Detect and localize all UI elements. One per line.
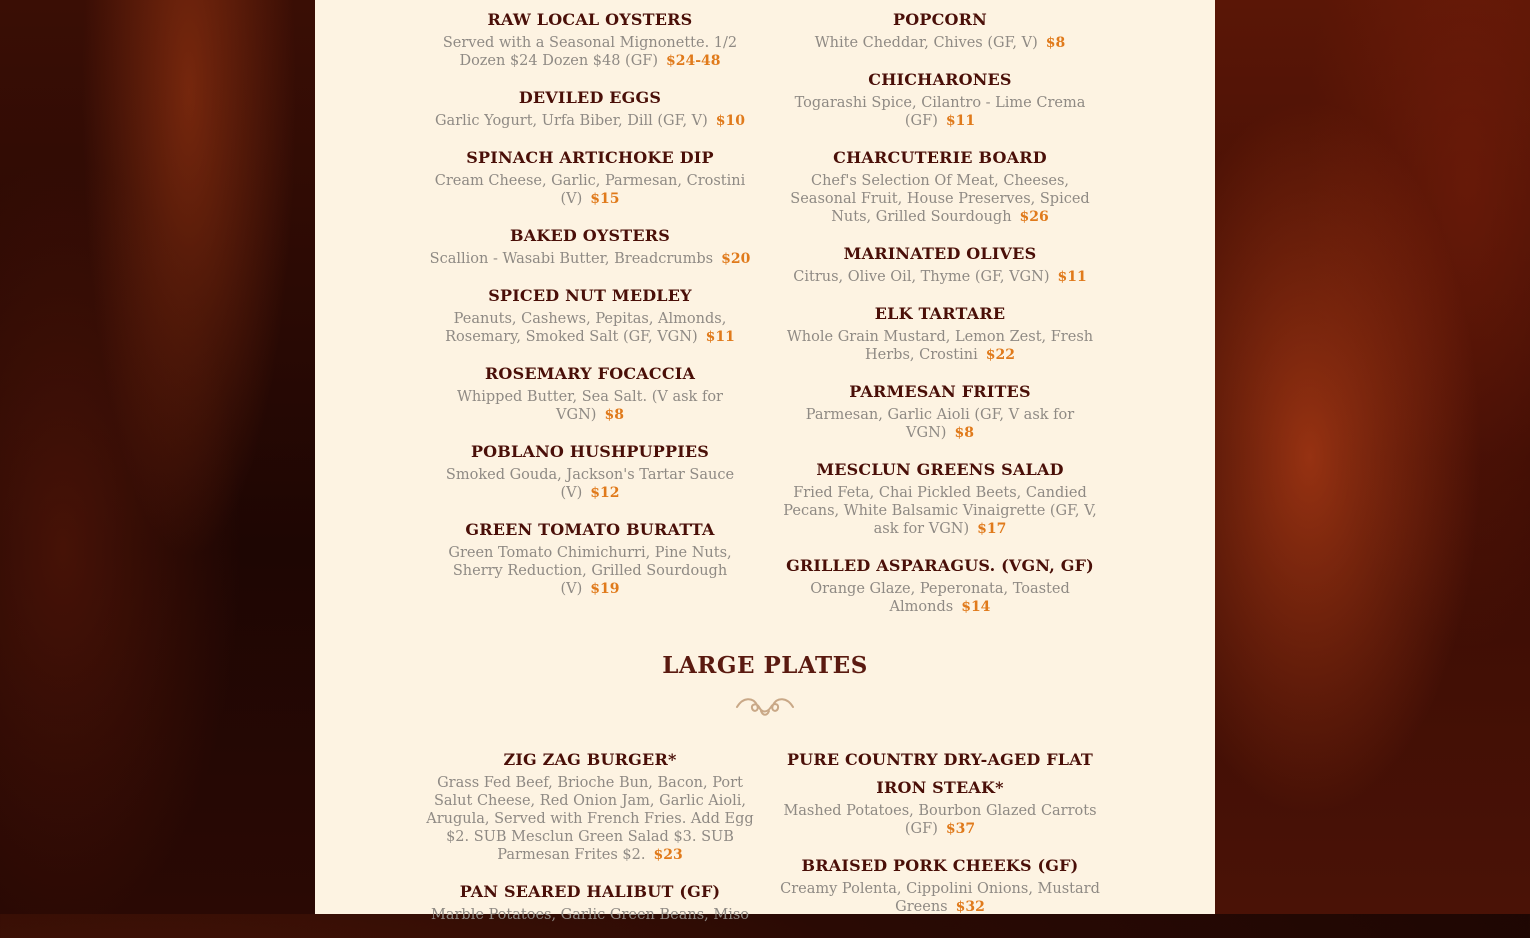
menu-item	[770, 6, 1110, 52]
menu-item	[770, 240, 1110, 286]
item-name: ELK TARTARE	[874, 304, 1006, 323]
item-price: $11	[945, 113, 976, 129]
item-description: Parmesan, Garlic Aioli (GF, V ask for VGN) $8	[805, 407, 1075, 441]
item-description: Peanuts, Cashews, Pepitas, Almonds, Rosemary, Smoked Salt (GF, VGN) $11	[445, 311, 735, 345]
item-price: $12	[590, 485, 620, 501]
item-description: Creamy Polenta, Cippolini Onions, Mustard Greens $32	[780, 881, 1100, 915]
menu-item	[770, 746, 1110, 838]
item-name: BAKED OYSTERS	[510, 226, 670, 245]
item-name: RAW LOCAL OYSTERS	[487, 10, 693, 29]
small-plates-right-column	[770, 6, 1110, 630]
item-description: Mashed Potatoes, Bourbon Glazed Carrots (GF) $37	[783, 803, 1097, 837]
menu-item	[420, 746, 760, 864]
item-name: MARINATED OLIVES	[843, 244, 1037, 263]
item-description: Togarashi Spice, Cilantro - Lime Crema (GF) $11	[794, 95, 1086, 129]
item-price: $14	[961, 599, 991, 615]
item-price: $32	[955, 899, 985, 915]
menu-item	[770, 852, 1110, 916]
item-price: $8	[954, 425, 974, 441]
item-name: GRILLED ASPARAGUS. (VGN, GF)	[786, 556, 1094, 575]
item-description: Scallion - Wasabi Butter, Breadcrumbs $20	[429, 251, 751, 267]
item-name: PURE COUNTRY DRY-AGED FLAT IRON STEAK*	[786, 750, 1094, 797]
item-price: $23	[653, 847, 683, 863]
item-name: PAN SEARED HALIBUT (GF)	[459, 882, 721, 901]
menu-item	[420, 84, 760, 130]
menu-item	[770, 378, 1110, 442]
menu-item	[770, 456, 1110, 538]
section-title-large-plates: LARGE PLATES	[662, 652, 868, 679]
item-description: Garlic Yogurt, Urfa Biber, Dill (GF, V) $10	[434, 113, 746, 129]
item-price: $26	[1019, 209, 1049, 225]
item-name: SPINACH ARTICHOKE DIP	[466, 148, 714, 167]
menu-item	[420, 144, 760, 208]
item-name: SPICED NUT MEDLEY	[488, 286, 692, 305]
item-description: Grass Fed Beef, Brioche Bun, Bacon, Port Salut Cheese, Red Onion Jam, Garlic Aioli, Arugula, Served with French Fries. Add Egg $2. SUB Mesclun Green Salad $3. SUB Parmesan Frites $2. $23	[426, 775, 754, 863]
item-description: Whipped Butter, Sea Salt. (V ask for VGN) $8	[457, 389, 723, 423]
item-name: BRAISED PORK CHEEKS (GF)	[801, 856, 1079, 875]
menu-item	[420, 878, 760, 924]
item-price: $8	[604, 407, 624, 423]
menu-item	[420, 438, 760, 502]
item-description: Smoked Gouda, Jackson's Tartar Sauce (V) $12	[445, 467, 735, 501]
item-name: POPCORN	[893, 10, 987, 29]
small-plates-left-column	[420, 6, 760, 612]
background-right	[1215, 0, 1530, 914]
item-description: Whole Grain Mustard, Lemon Zest, Fresh Herbs, Crostini $22	[786, 329, 1094, 363]
item-price: $11	[1057, 269, 1087, 285]
menu-panel	[315, 0, 1215, 923]
menu-item	[770, 300, 1110, 364]
item-name: CHICHARONES	[868, 70, 1012, 89]
item-description: Fried Feta, Chai Pickled Beets, Candied Pecans, White Balsamic Vinaigrette (GF, V, ask for VGN) $17	[783, 485, 1097, 537]
menu-item	[420, 6, 760, 70]
item-name: ROSEMARY FOCACCIA	[484, 364, 696, 383]
item-price: $20	[721, 251, 751, 267]
item-name: PARMESAN FRITES	[849, 382, 1031, 401]
item-description: Orange Glaze, Peperonata, Toasted Almonds $14	[810, 581, 1070, 615]
large-plates-right-column	[770, 746, 1110, 930]
item-name: POBLANO HUSHPUPPIES	[470, 442, 710, 461]
item-name: GREEN TOMATO BURATTA	[465, 520, 715, 539]
item-price: $37	[945, 821, 976, 837]
menu-item	[420, 516, 760, 598]
menu-item	[770, 144, 1110, 226]
menu-item	[420, 222, 760, 268]
item-price: $22	[985, 347, 1015, 363]
item-price: $8	[1045, 35, 1066, 51]
item-description: White Cheddar, Chives (GF, V) $8	[814, 35, 1066, 51]
item-description: Cream Cheese, Garlic, Parmesan, Crostini (V) $15	[434, 173, 746, 207]
item-price: $11	[705, 329, 735, 345]
item-description: Green Tomato Chimichurri, Pine Nuts, Sherry Reduction, Grilled Sourdough (V) $19	[448, 545, 732, 597]
item-name: CHARCUTERIE BOARD	[833, 148, 1047, 167]
menu-item	[420, 282, 760, 346]
item-description: Marble Potatoes, Garlic Green Beans, Miso	[430, 907, 750, 923]
menu-item	[770, 66, 1110, 130]
menu-item	[420, 360, 760, 424]
item-name: ZIG ZAG BURGER*	[503, 750, 677, 769]
item-price: $10	[715, 113, 746, 129]
menu-item	[770, 552, 1110, 616]
item-name: DEVILED EGGS	[518, 88, 662, 107]
item-description: Served with a Seasonal Mignonette. 1/2 Dozen $24 Dozen $48 (GF) $24-48	[442, 35, 738, 69]
item-description: Chef's Selection Of Meat, Cheeses, Seasonal Fruit, House Preserves, Spiced Nuts, Grilled Sourdough $26	[790, 173, 1090, 225]
large-plates-left-column	[420, 746, 760, 938]
item-price: $15	[590, 191, 620, 207]
scroll-ornament-icon	[733, 691, 797, 719]
item-price: $19	[590, 581, 620, 597]
item-price: $17	[977, 521, 1007, 537]
item-price: $24-48	[666, 53, 721, 69]
item-name: MESCLUN GREENS SALAD	[816, 460, 1064, 479]
item-description: Citrus, Olive Oil, Thyme (GF, VGN) $11	[793, 269, 1087, 285]
background-left	[0, 0, 315, 914]
